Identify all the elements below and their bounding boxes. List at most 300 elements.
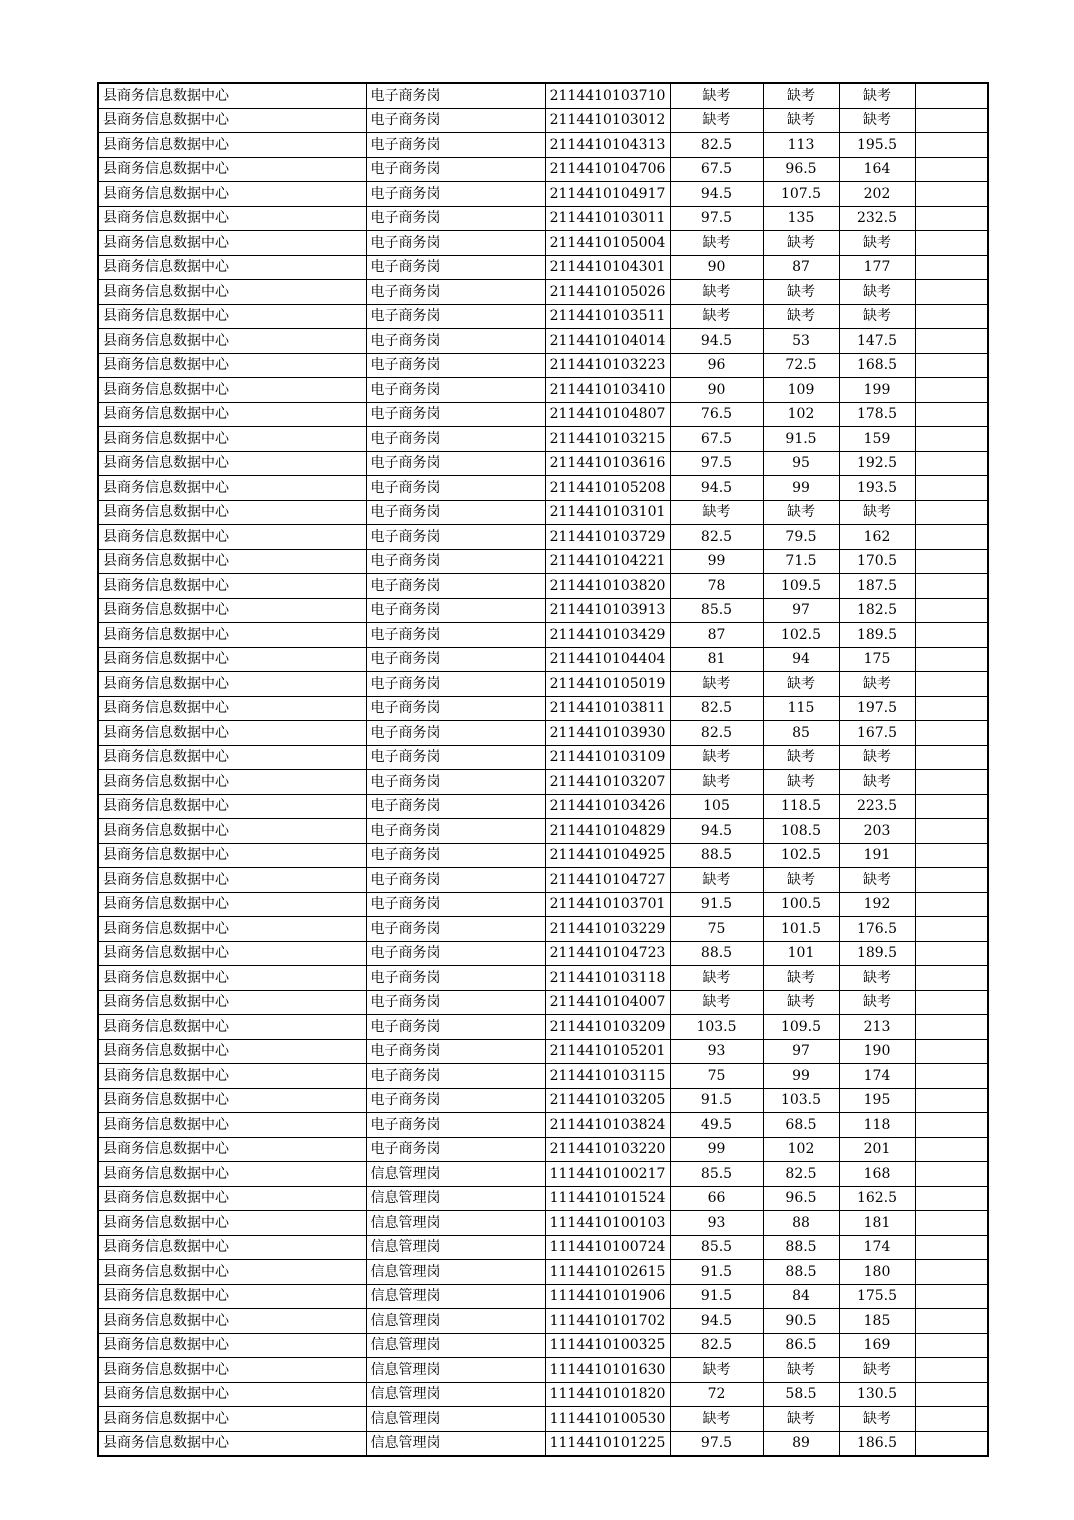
score-b-cell: 53 <box>763 329 839 354</box>
score-b-cell: 100.5 <box>763 892 839 917</box>
total-cell: 130.5 <box>839 1382 915 1407</box>
exam-id-cell: 1114410100530 <box>545 1407 670 1432</box>
remark-cell <box>915 1358 988 1383</box>
remark-cell <box>915 1309 988 1334</box>
total-cell: 167.5 <box>839 721 915 746</box>
score-b-cell: 99 <box>763 1064 839 1089</box>
table-row <box>98 672 988 697</box>
table-row <box>98 206 988 231</box>
table-row <box>98 843 988 868</box>
score-b-cell: 90.5 <box>763 1309 839 1334</box>
remark-cell <box>915 721 988 746</box>
remark-cell <box>915 133 988 158</box>
remark-cell <box>915 574 988 599</box>
exam-id-cell: 2114410103118 <box>545 966 670 991</box>
score-b-cell: 71.5 <box>763 549 839 574</box>
score-a-cell: 88.5 <box>670 941 763 966</box>
remark-cell <box>915 770 988 795</box>
exam-id-cell: 2114410104829 <box>545 819 670 844</box>
exam-id-cell: 2114410104007 <box>545 990 670 1015</box>
exam-id-cell: 1114410100217 <box>545 1162 670 1187</box>
table-row <box>98 1309 988 1334</box>
score-b-cell: 109 <box>763 378 839 403</box>
unit-cell: 县商务信息数据中心 <box>98 1284 366 1309</box>
remark-cell <box>915 647 988 672</box>
unit-cell: 县商务信息数据中心 <box>98 941 366 966</box>
table-row <box>98 525 988 550</box>
post-cell: 电子商务岗 <box>366 549 545 574</box>
table-row <box>98 966 988 991</box>
score-a-cell: 105 <box>670 794 763 819</box>
total-cell: 168.5 <box>839 353 915 378</box>
score-a-cell: 97.5 <box>670 1431 763 1456</box>
score-a-cell: 缺考 <box>670 966 763 991</box>
exam-id-cell: 2114410104706 <box>545 157 670 182</box>
exam-id-cell: 1114410101820 <box>545 1382 670 1407</box>
unit-cell: 县商务信息数据中心 <box>98 255 366 280</box>
remark-cell <box>915 83 988 108</box>
score-b-cell: 96.5 <box>763 157 839 182</box>
total-cell: 缺考 <box>839 966 915 991</box>
score-a-cell: 缺考 <box>670 868 763 893</box>
total-cell: 164 <box>839 157 915 182</box>
score-b-cell: 缺考 <box>763 745 839 770</box>
score-b-cell: 缺考 <box>763 672 839 697</box>
score-b-cell: 79.5 <box>763 525 839 550</box>
table-row <box>98 304 988 329</box>
score-a-cell: 82.5 <box>670 525 763 550</box>
remark-cell <box>915 304 988 329</box>
total-cell: 175 <box>839 647 915 672</box>
unit-cell: 县商务信息数据中心 <box>98 231 366 256</box>
score-a-cell: 76.5 <box>670 402 763 427</box>
exam-id-cell: 2114410105004 <box>545 231 670 256</box>
remark-cell <box>915 794 988 819</box>
score-b-cell: 缺考 <box>763 770 839 795</box>
unit-cell: 县商务信息数据中心 <box>98 451 366 476</box>
post-cell: 电子商务岗 <box>366 1064 545 1089</box>
score-b-cell: 97 <box>763 598 839 623</box>
exam-id-cell: 2114410104727 <box>545 868 670 893</box>
score-a-cell: 缺考 <box>670 990 763 1015</box>
table-row <box>98 1333 988 1358</box>
remark-cell <box>915 1064 988 1089</box>
score-a-cell: 94.5 <box>670 476 763 501</box>
table-row <box>98 1260 988 1285</box>
table-row <box>98 794 988 819</box>
score-a-cell: 91.5 <box>670 1088 763 1113</box>
total-cell: 缺考 <box>839 868 915 893</box>
total-cell: 176.5 <box>839 917 915 942</box>
total-cell: 缺考 <box>839 83 915 108</box>
score-a-cell: 99 <box>670 1137 763 1162</box>
score-a-cell: 85.5 <box>670 598 763 623</box>
unit-cell: 县商务信息数据中心 <box>98 696 366 721</box>
score-a-cell: 缺考 <box>670 672 763 697</box>
total-cell: 189.5 <box>839 623 915 648</box>
total-cell: 缺考 <box>839 108 915 133</box>
post-cell: 电子商务岗 <box>366 182 545 207</box>
total-cell: 170.5 <box>839 549 915 574</box>
table-row <box>98 280 988 305</box>
score-a-cell: 96 <box>670 353 763 378</box>
remark-cell <box>915 1162 988 1187</box>
exam-id-cell: 1114410101630 <box>545 1358 670 1383</box>
table-row <box>98 1088 988 1113</box>
total-cell: 203 <box>839 819 915 844</box>
total-cell: 193.5 <box>839 476 915 501</box>
exam-id-cell: 1114410100325 <box>545 1333 670 1358</box>
unit-cell: 县商务信息数据中心 <box>98 133 366 158</box>
post-cell: 电子商务岗 <box>366 794 545 819</box>
remark-cell <box>915 819 988 844</box>
post-cell: 电子商务岗 <box>366 696 545 721</box>
total-cell: 缺考 <box>839 990 915 1015</box>
table-row <box>98 353 988 378</box>
score-b-cell: 95 <box>763 451 839 476</box>
score-b-cell: 68.5 <box>763 1113 839 1138</box>
post-cell: 信息管理岗 <box>366 1382 545 1407</box>
score-a-cell: 99 <box>670 549 763 574</box>
score-b-cell: 缺考 <box>763 231 839 256</box>
total-cell: 177 <box>839 255 915 280</box>
score-a-cell: 缺考 <box>670 745 763 770</box>
post-cell: 电子商务岗 <box>366 427 545 452</box>
exam-id-cell: 2114410105019 <box>545 672 670 697</box>
post-cell: 信息管理岗 <box>366 1162 545 1187</box>
exam-id-cell: 1114410101702 <box>545 1309 670 1334</box>
exam-id-cell: 2114410103811 <box>545 696 670 721</box>
remark-cell <box>915 476 988 501</box>
score-a-cell: 缺考 <box>670 1358 763 1383</box>
post-cell: 电子商务岗 <box>366 108 545 133</box>
exam-id-cell: 2114410103012 <box>545 108 670 133</box>
score-b-cell: 缺考 <box>763 1407 839 1432</box>
unit-cell: 县商务信息数据中心 <box>98 868 366 893</box>
exam-id-cell: 2114410104313 <box>545 133 670 158</box>
score-b-cell: 88.5 <box>763 1260 839 1285</box>
total-cell: 缺考 <box>839 500 915 525</box>
unit-cell: 县商务信息数据中心 <box>98 476 366 501</box>
total-cell: 174 <box>839 1235 915 1260</box>
unit-cell: 县商务信息数据中心 <box>98 1039 366 1064</box>
exam-id-cell: 2114410104925 <box>545 843 670 868</box>
exam-id-cell: 2114410103429 <box>545 623 670 648</box>
remark-cell <box>915 966 988 991</box>
exam-id-cell: 2114410104723 <box>545 941 670 966</box>
post-cell: 电子商务岗 <box>366 892 545 917</box>
remark-cell <box>915 745 988 770</box>
score-a-cell: 缺考 <box>670 500 763 525</box>
table-row <box>98 1162 988 1187</box>
post-cell: 电子商务岗 <box>366 574 545 599</box>
remark-cell <box>915 598 988 623</box>
post-cell: 电子商务岗 <box>366 966 545 991</box>
exam-id-cell: 2114410103701 <box>545 892 670 917</box>
unit-cell: 县商务信息数据中心 <box>98 1162 366 1187</box>
score-a-cell: 75 <box>670 917 763 942</box>
total-cell: 182.5 <box>839 598 915 623</box>
remark-cell <box>915 1211 988 1236</box>
table-row <box>98 770 988 795</box>
total-cell: 185 <box>839 1309 915 1334</box>
unit-cell: 县商务信息数据中心 <box>98 525 366 550</box>
exam-id-cell: 2114410103115 <box>545 1064 670 1089</box>
table-row <box>98 182 988 207</box>
exam-id-cell: 2114410103109 <box>545 745 670 770</box>
unit-cell: 县商务信息数据中心 <box>98 1015 366 1040</box>
score-a-cell: 82.5 <box>670 1333 763 1358</box>
score-a-cell: 82.5 <box>670 133 763 158</box>
post-cell: 电子商务岗 <box>366 623 545 648</box>
post-cell: 信息管理岗 <box>366 1407 545 1432</box>
table-row <box>98 1382 988 1407</box>
score-a-cell: 81 <box>670 647 763 672</box>
score-b-cell: 113 <box>763 133 839 158</box>
score-a-cell: 91.5 <box>670 1260 763 1285</box>
exam-id-cell: 2114410103410 <box>545 378 670 403</box>
table-row <box>98 378 988 403</box>
score-a-cell: 94.5 <box>670 819 763 844</box>
table-row <box>98 696 988 721</box>
total-cell: 缺考 <box>839 1358 915 1383</box>
table-row <box>98 83 988 108</box>
total-cell: 118 <box>839 1113 915 1138</box>
total-cell: 195.5 <box>839 133 915 158</box>
score-a-cell: 67.5 <box>670 157 763 182</box>
total-cell: 159 <box>839 427 915 452</box>
score-b-cell: 缺考 <box>763 83 839 108</box>
unit-cell: 县商务信息数据中心 <box>98 598 366 623</box>
unit-cell: 县商务信息数据中心 <box>98 721 366 746</box>
score-a-cell: 缺考 <box>670 1407 763 1432</box>
total-cell: 缺考 <box>839 672 915 697</box>
unit-cell: 县商务信息数据中心 <box>98 1088 366 1113</box>
remark-cell <box>915 1015 988 1040</box>
exam-id-cell: 1114410100724 <box>545 1235 670 1260</box>
exam-id-cell: 2114410103205 <box>545 1088 670 1113</box>
unit-cell: 县商务信息数据中心 <box>98 500 366 525</box>
score-b-cell: 缺考 <box>763 304 839 329</box>
exam-id-cell: 2114410105026 <box>545 280 670 305</box>
table-row <box>98 1186 988 1211</box>
score-b-cell: 87 <box>763 255 839 280</box>
unit-cell: 县商务信息数据中心 <box>98 280 366 305</box>
post-cell: 电子商务岗 <box>366 402 545 427</box>
score-b-cell: 101.5 <box>763 917 839 942</box>
post-cell: 电子商务岗 <box>366 819 545 844</box>
remark-cell <box>915 1284 988 1309</box>
table-row <box>98 1015 988 1040</box>
total-cell: 202 <box>839 182 915 207</box>
table-row <box>98 402 988 427</box>
post-cell: 电子商务岗 <box>366 941 545 966</box>
table-row <box>98 1284 988 1309</box>
score-b-cell: 97 <box>763 1039 839 1064</box>
post-cell: 电子商务岗 <box>366 647 545 672</box>
table-row <box>98 451 988 476</box>
total-cell: 缺考 <box>839 745 915 770</box>
score-a-cell: 75 <box>670 1064 763 1089</box>
total-cell: 缺考 <box>839 304 915 329</box>
total-cell: 181 <box>839 1211 915 1236</box>
unit-cell: 县商务信息数据中心 <box>98 329 366 354</box>
unit-cell: 县商务信息数据中心 <box>98 304 366 329</box>
unit-cell: 县商务信息数据中心 <box>98 990 366 1015</box>
score-b-cell: 缺考 <box>763 990 839 1015</box>
table-row <box>98 990 988 1015</box>
unit-cell: 县商务信息数据中心 <box>98 402 366 427</box>
remark-cell <box>915 1137 988 1162</box>
post-cell: 电子商务岗 <box>366 378 545 403</box>
unit-cell: 县商务信息数据中心 <box>98 892 366 917</box>
unit-cell: 县商务信息数据中心 <box>98 182 366 207</box>
score-b-cell: 88 <box>763 1211 839 1236</box>
score-a-cell: 缺考 <box>670 770 763 795</box>
remark-cell <box>915 378 988 403</box>
unit-cell: 县商务信息数据中心 <box>98 549 366 574</box>
table-row <box>98 745 988 770</box>
table-row <box>98 1039 988 1064</box>
total-cell: 175.5 <box>839 1284 915 1309</box>
post-cell: 电子商务岗 <box>366 917 545 942</box>
total-cell: 199 <box>839 378 915 403</box>
remark-cell <box>915 941 988 966</box>
score-b-cell: 94 <box>763 647 839 672</box>
table-row <box>98 647 988 672</box>
total-cell: 189.5 <box>839 941 915 966</box>
exam-id-cell: 2114410103710 <box>545 83 670 108</box>
table-row <box>98 255 988 280</box>
score-b-cell: 109.5 <box>763 574 839 599</box>
score-b-cell: 96.5 <box>763 1186 839 1211</box>
score-b-cell: 58.5 <box>763 1382 839 1407</box>
table-row <box>98 1064 988 1089</box>
table-row <box>98 1235 988 1260</box>
post-cell: 电子商务岗 <box>366 83 545 108</box>
score-a-cell: 94.5 <box>670 1309 763 1334</box>
unit-cell: 县商务信息数据中心 <box>98 427 366 452</box>
table-row <box>98 500 988 525</box>
remark-cell <box>915 206 988 231</box>
post-cell: 电子商务岗 <box>366 745 545 770</box>
score-table-body <box>98 83 988 1456</box>
total-cell: 186.5 <box>839 1431 915 1456</box>
score-a-cell: 93 <box>670 1211 763 1236</box>
post-cell: 电子商务岗 <box>366 329 545 354</box>
remark-cell <box>915 1186 988 1211</box>
remark-cell <box>915 892 988 917</box>
total-cell: 169 <box>839 1333 915 1358</box>
remark-cell <box>915 280 988 305</box>
unit-cell: 县商务信息数据中心 <box>98 108 366 133</box>
table-row <box>98 329 988 354</box>
score-a-cell: 91.5 <box>670 892 763 917</box>
score-b-cell: 103.5 <box>763 1088 839 1113</box>
total-cell: 缺考 <box>839 1407 915 1432</box>
post-cell: 电子商务岗 <box>366 598 545 623</box>
unit-cell: 县商务信息数据中心 <box>98 83 366 108</box>
score-b-cell: 102 <box>763 402 839 427</box>
total-cell: 162.5 <box>839 1186 915 1211</box>
remark-cell <box>915 843 988 868</box>
score-a-cell: 82.5 <box>670 721 763 746</box>
total-cell: 缺考 <box>839 770 915 795</box>
total-cell: 197.5 <box>839 696 915 721</box>
post-cell: 电子商务岗 <box>366 990 545 1015</box>
score-a-cell: 91.5 <box>670 1284 763 1309</box>
score-a-cell: 88.5 <box>670 843 763 868</box>
score-a-cell: 97.5 <box>670 206 763 231</box>
total-cell: 192.5 <box>839 451 915 476</box>
score-b-cell: 135 <box>763 206 839 231</box>
unit-cell: 县商务信息数据中心 <box>98 1431 366 1456</box>
score-b-cell: 缺考 <box>763 966 839 991</box>
score-b-cell: 102 <box>763 1137 839 1162</box>
score-a-cell: 90 <box>670 255 763 280</box>
score-a-cell: 94.5 <box>670 329 763 354</box>
score-a-cell: 93 <box>670 1039 763 1064</box>
remark-cell <box>915 549 988 574</box>
exam-id-cell: 2114410103616 <box>545 451 670 476</box>
table-row <box>98 108 988 133</box>
score-b-cell: 102.5 <box>763 623 839 648</box>
remark-cell <box>915 353 988 378</box>
remark-cell <box>915 525 988 550</box>
post-cell: 电子商务岗 <box>366 500 545 525</box>
total-cell: 191 <box>839 843 915 868</box>
remark-cell <box>915 990 988 1015</box>
post-cell: 电子商务岗 <box>366 451 545 476</box>
post-cell: 电子商务岗 <box>366 843 545 868</box>
remark-cell <box>915 623 988 648</box>
score-a-cell: 94.5 <box>670 182 763 207</box>
remark-cell <box>915 157 988 182</box>
score-b-cell: 118.5 <box>763 794 839 819</box>
unit-cell: 县商务信息数据中心 <box>98 1235 366 1260</box>
table-row <box>98 941 988 966</box>
table-row <box>98 476 988 501</box>
exam-id-cell: 1114410101524 <box>545 1186 670 1211</box>
table-row <box>98 133 988 158</box>
table-row <box>98 598 988 623</box>
exam-id-cell: 2114410103207 <box>545 770 670 795</box>
unit-cell: 县商务信息数据中心 <box>98 1333 366 1358</box>
remark-cell <box>915 1382 988 1407</box>
total-cell: 187.5 <box>839 574 915 599</box>
score-a-cell: 90 <box>670 378 763 403</box>
score-a-cell: 82.5 <box>670 696 763 721</box>
exam-id-cell: 2114410103215 <box>545 427 670 452</box>
total-cell: 201 <box>839 1137 915 1162</box>
post-cell: 电子商务岗 <box>366 721 545 746</box>
total-cell: 缺考 <box>839 280 915 305</box>
exam-id-cell: 2114410104301 <box>545 255 670 280</box>
score-b-cell: 86.5 <box>763 1333 839 1358</box>
score-b-cell: 108.5 <box>763 819 839 844</box>
remark-cell <box>915 402 988 427</box>
post-cell: 信息管理岗 <box>366 1431 545 1456</box>
post-cell: 电子商务岗 <box>366 353 545 378</box>
unit-cell: 县商务信息数据中心 <box>98 819 366 844</box>
score-b-cell: 89 <box>763 1431 839 1456</box>
score-b-cell: 缺考 <box>763 1358 839 1383</box>
exam-id-cell: 2114410103426 <box>545 794 670 819</box>
table-row <box>98 1431 988 1456</box>
total-cell: 147.5 <box>839 329 915 354</box>
exam-id-cell: 1114410102615 <box>545 1260 670 1285</box>
unit-cell: 县商务信息数据中心 <box>98 1137 366 1162</box>
